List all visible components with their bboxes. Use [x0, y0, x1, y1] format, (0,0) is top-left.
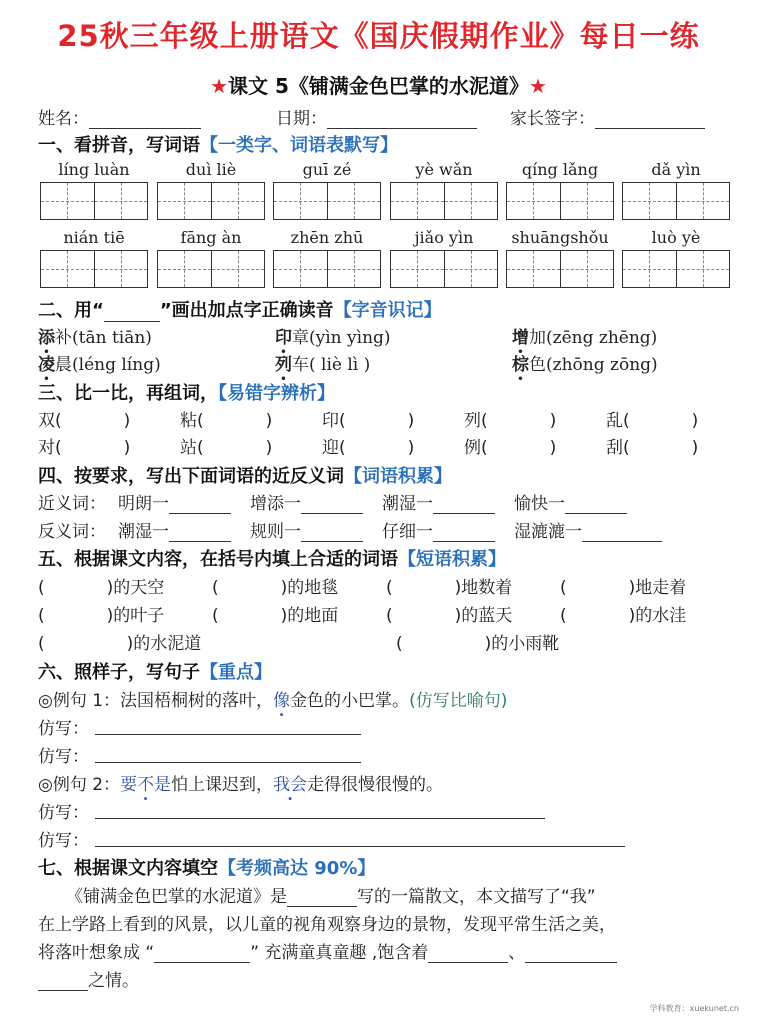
compare-item[interactable]: 粘( ) [180, 411, 273, 431]
writing-grid[interactable] [273, 182, 381, 220]
phrase-item[interactable]: ( )的天空 [38, 578, 165, 598]
pinyin-label: nián tiē [63, 228, 125, 247]
phrase-item[interactable]: ( )地走着 [560, 578, 687, 598]
answer-blank[interactable] [154, 944, 250, 963]
reading-item[interactable]: 棕色(zhōng zōng) [512, 355, 658, 375]
synonym-item[interactable]: 明朗一 [118, 489, 231, 514]
synonym-label: 近义词： [38, 494, 106, 514]
example-sentence-2: ◎例句 2：要不是怕上课迟到，我会走得很慢很慢的。 [38, 775, 444, 795]
answer-line[interactable] [95, 846, 625, 847]
answer-blank[interactable] [525, 944, 617, 963]
synonym-item[interactable]: 愉快一 [514, 489, 627, 514]
section-5-heading: 五、根据课文内容，在括号内填上合适的词语【短语积累】 [38, 549, 506, 570]
antonym-item[interactable]: 仔细一 [382, 517, 495, 542]
date-label: 日期： [276, 109, 327, 129]
star-icon: ★ [528, 74, 547, 98]
compare-item[interactable]: 列( ) [464, 411, 557, 431]
phrase-item[interactable]: ( )的水洼 [560, 606, 687, 626]
compare-item[interactable]: 站( ) [180, 438, 273, 458]
pinyin-label: fāng àn [180, 228, 242, 247]
parent-signature-label: 家长签字： [510, 109, 595, 129]
writing-grid[interactable] [273, 250, 381, 288]
compare-item[interactable]: 例( ) [464, 438, 557, 458]
writing-grid[interactable] [390, 182, 498, 220]
writing-grid[interactable] [622, 182, 730, 220]
pinyin-label: qíng lǎng [521, 160, 599, 179]
write-label: 仿写： [38, 719, 89, 739]
pinyin-label: zhēn zhū [290, 228, 364, 247]
example-sentence-1: ◎例句 1：法国梧桐树的落叶，像金色的小巴掌。(仿写比喻句) [38, 691, 508, 711]
answer-line[interactable] [95, 818, 545, 819]
section-3-heading: 三、比一比，再组词，【易错字辨析】 [38, 383, 335, 404]
write-label: 仿写： [38, 803, 89, 823]
fill-paragraph-line-4: 之情。 [38, 966, 139, 991]
answer-line[interactable] [95, 762, 361, 763]
name-label: 姓名： [38, 109, 89, 129]
pinyin-label: luò yè [651, 228, 701, 247]
answer-line[interactable] [95, 734, 361, 735]
antonym-item[interactable]: 潮湿一 [118, 517, 231, 542]
synonym-item[interactable]: 潮湿一 [382, 489, 495, 514]
reading-item[interactable]: 列车( liè lì ) [275, 355, 371, 375]
underline-sample [104, 307, 160, 322]
compare-item[interactable]: 迎( ) [322, 438, 415, 458]
writing-grid[interactable] [40, 250, 148, 288]
answer-blank[interactable] [38, 972, 88, 991]
reading-item[interactable]: 凌晨(léng líng) [38, 355, 161, 375]
phrase-item[interactable]: ( )的水泥道 [38, 634, 202, 654]
reading-item[interactable]: 添补(tān tiān) [38, 328, 152, 348]
parent-signature-field[interactable] [510, 104, 705, 129]
compare-item[interactable]: 乱( ) [606, 411, 699, 431]
phrase-item[interactable]: ( )地数着 [386, 578, 513, 598]
pinyin-label: duì liè [185, 160, 237, 179]
writing-grid[interactable] [157, 182, 265, 220]
name-blank[interactable] [89, 110, 201, 129]
writing-grid[interactable] [622, 250, 730, 288]
watermark: 学科教育：xuekunet.cn [649, 1004, 739, 1013]
lesson-subtitle [0, 70, 757, 99]
parent-signature-blank[interactable] [595, 110, 705, 129]
reading-item[interactable]: 印章(yìn yìng) [275, 328, 391, 348]
section-1-heading: 一、看拼音，写词语【一类字、词语表默写】 [38, 135, 398, 156]
compare-item[interactable]: 双( ) [38, 411, 131, 431]
lesson-title: 课文 5《铺满金色巴掌的水泥道》 [228, 74, 529, 98]
pinyin-label: jiǎo yìn [414, 228, 474, 247]
phrase-item[interactable]: ( )的小雨靴 [396, 634, 560, 654]
fill-paragraph-line-1: 《铺满金色巴掌的水泥道》是 写的一篇散文，本文描写了“我” [66, 887, 596, 907]
answer-blank[interactable] [287, 888, 357, 907]
phrase-item[interactable]: ( )的蓝天 [386, 606, 513, 626]
write-label: 仿写： [38, 747, 89, 767]
writing-grid[interactable] [506, 250, 614, 288]
fill-paragraph-line-3: 将落叶想象成 “ ” 充满童真童趣 ,饱含着 、 [38, 938, 617, 963]
phrase-item[interactable]: ( )的地毯 [212, 578, 339, 598]
phrase-item[interactable]: ( )的地面 [212, 606, 339, 626]
antonym-item[interactable]: 规则一 [250, 517, 363, 542]
section-6-heading: 六、照样子，写句子【重点】 [38, 662, 272, 683]
pinyin-label: yè wǎn [415, 160, 473, 179]
section-4-heading: 四、按要求，写出下面词语的近反义词【词语积累】 [38, 466, 452, 487]
antonym-item[interactable]: 湿漉漉一 [514, 517, 662, 542]
date-field[interactable] [276, 104, 477, 129]
phrase-item[interactable]: ( )的叶子 [38, 606, 165, 626]
antonym-label: 反义词： [38, 522, 106, 542]
writing-grid[interactable] [40, 182, 148, 220]
compare-item[interactable]: 印( ) [322, 411, 415, 431]
star-icon: ★ [210, 74, 229, 98]
writing-grid[interactable] [390, 250, 498, 288]
pinyin-label: líng luàn [58, 160, 130, 179]
answer-blank[interactable] [428, 944, 508, 963]
pinyin-label: dǎ yìn [651, 160, 701, 179]
name-field[interactable] [38, 104, 201, 129]
reading-item[interactable]: 增加(zēng zhēng) [512, 328, 658, 348]
pinyin-label: shuāngshǒu [511, 228, 609, 247]
compare-item[interactable]: 对( ) [38, 438, 131, 458]
section-7-heading: 七、根据课文内容填空【考频高达 90%】 [38, 858, 376, 879]
compare-item[interactable]: 刮( ) [606, 438, 699, 458]
page-title: 25秋三年级上册语文《国庆假期作业》每日一练 [57, 19, 700, 53]
fill-paragraph-line-2: 在上学路上看到的风景，以儿童的视角观察身边的景物，发现平常生活之美， [38, 915, 616, 935]
date-blank[interactable] [327, 110, 477, 129]
writing-grid[interactable] [157, 250, 265, 288]
pinyin-label: guī zé [302, 160, 352, 179]
writing-grid[interactable] [506, 182, 614, 220]
write-label: 仿写： [38, 831, 89, 851]
synonym-item[interactable]: 增添一 [250, 489, 363, 514]
section-2-heading: 二、用“ ”画出加点字正确读音【字音识记】 [38, 300, 442, 321]
